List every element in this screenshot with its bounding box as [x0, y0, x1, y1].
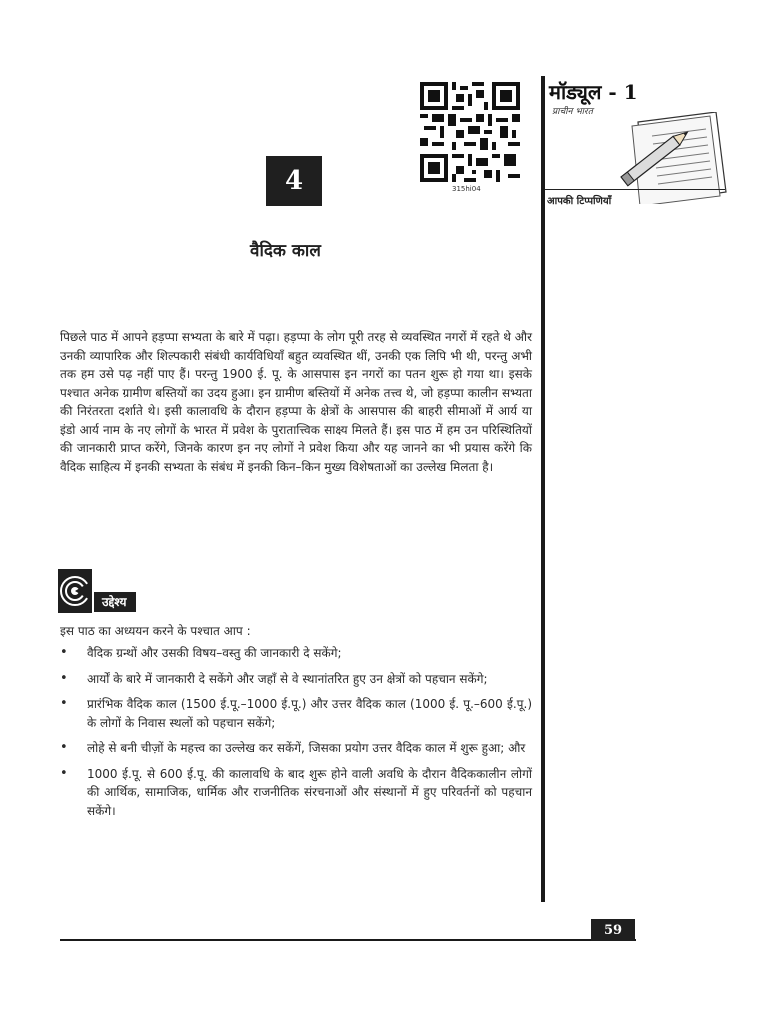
- notes-pencil-icon: [610, 112, 730, 204]
- page-number: 59: [591, 919, 635, 941]
- module-title: मॉड्यूल - 1: [549, 80, 638, 104]
- footer-rule: [60, 939, 636, 941]
- notes-label: आपकी टिप्पणियाँ: [547, 196, 612, 207]
- objectives-intro: इस पाठ का अध्ययन करने के पश्चात आप :: [60, 624, 251, 638]
- notes-divider: [545, 189, 725, 190]
- target-icon: [58, 569, 92, 613]
- objectives-heading: उद्देश्य: [94, 592, 136, 612]
- list-item: • 1000 ई.पू. से 600 ई.पू. की कालावधि के बाद शुरू होने वाली अवधि के दौरान वैदिककालीन लोगों की आर्थिक, सामाजिक, धार्मिक और राजनीतिक संरचनाओं और संस्थानों में हुए परिवर्तनों को पहचान सकेंगे।: [60, 765, 532, 821]
- objectives-list: [60, 644, 532, 827]
- list-item: • लोहे से बनी चीज़ों के महत्त्व का उल्लेख कर सकेंगें, जिसका प्रयोग उत्तर वैदिक काल में शुरू हुआ; और: [60, 739, 532, 758]
- chapter-number: 4: [266, 156, 322, 206]
- intro-paragraph: पिछले पाठ में आपने हड़प्पा सभ्यता के बारे में पढ़ा। हड़प्पा के लोग पूरी तरह से व्यवस्थित नगरों में रहते थे और उनकी व्यापारिक और शिल्पकारी संबंधी कार्यविधियाँ बहुत व्यवस्थित थीं, उनकी एक लिपि भी थी, परन्तु अभी तक हम उसे पढ़ नहीं पाए हैं। परन्तु 1900 ई. पू. के आसपास इन नगरों का पतन शुरू हो गया था। इसके पश्चात अनेक ग्रामीण बस्तियों का उदय हुआ। इन ग्रामीण बस्तियों में अनेक तत्त्व थे, जो हड़प्पा कालीन सभ्यता की निरंतरता दर्शाते थे। इसी कालावधि के दौरान हड़प्पा के क्षेत्रों के आसपास की बाहरी सीमाओं में आर्य या इंडो आर्य नाम के नए लोगों के भारत में प्रवेश के पुरातात्त्विक साक्ष्य मिलते हैं। इस पाठ में हम उन परिस्थितियों की जानकारी प्राप्त करेंगे, जिनके कारण इन नए लोगों ने प्रवेश किया और यह जानने का भी प्रयास करेंगे कि वैदिक साहित्य में इनकी सभ्यता के संबंध में इनकी किन–किन मुख्य विशेषताओं का उल्लेख मिलता है।: [60, 330, 532, 474]
- chapter-title: वैदिक काल: [250, 241, 321, 261]
- margin-divider: [541, 76, 545, 902]
- list-item: • प्रारंभिक वैदिक काल (1500 ई.पू.–1000 ई.पू.) और उत्तर वैदिक काल (1000 ई. पू.–600 ई.पू.) के लोगों के निवास स्थलों को पहचान सकेंगे;: [60, 695, 532, 732]
- module-subtitle: प्राचीन भारत: [552, 107, 593, 117]
- qr-code-image: [416, 82, 524, 182]
- qr-code-label: 315hi04: [452, 185, 481, 193]
- list-item: • वैदिक ग्रन्थों और उसकी विषय–वस्तु की जानकारी दे सकेंगे;: [60, 644, 532, 663]
- list-item: • आर्यों के बारे में जानकारी दे सकेंगे और जहाँ से वे स्थानांतरित हुए उन क्षेत्रों को पहचान सकेंगे;: [60, 670, 532, 689]
